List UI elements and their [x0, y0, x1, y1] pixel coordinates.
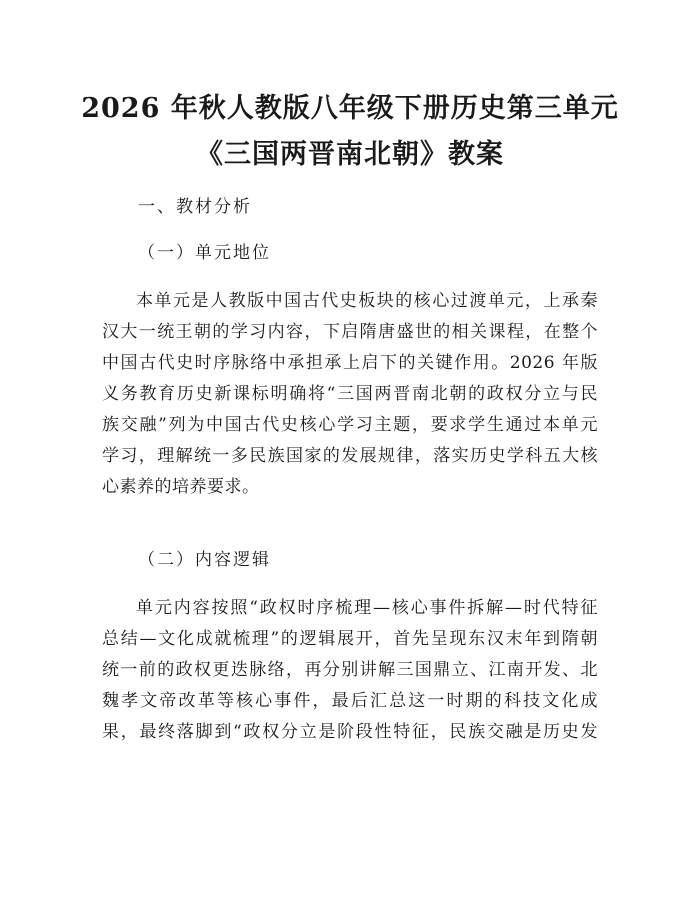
- paragraph-line: 果，最终落脚到“政权分立是阶段性特征，民族交融是历史发: [102, 722, 598, 742]
- paragraph-line: 总结—文化成就梳理”的逻辑展开，首先呈现东汉末年到隋朝: [102, 629, 598, 649]
- paragraph-line: 魏孝文帝改革等核心事件，最后汇总这一时期的科技文化成: [102, 691, 598, 711]
- paragraph-line: 义务教育历史新课标明确将“三国两晋南北朝的政权分立与民: [102, 384, 598, 404]
- paragraph-line: 心素养的培养要求。: [102, 477, 260, 497]
- paragraph-line: 单元内容按照“政权时序梳理—核心事件拆解—时代特征: [136, 598, 598, 618]
- paragraph-line: 族交融”列为中国古代史核心学习主题，要求学生通过本单元: [102, 415, 598, 435]
- paragraph-line: 学习，理解统一多民族国家的发展规律，落实历史学科五大核: [102, 446, 598, 466]
- paragraph-line: 汉大一统王朝的学习内容，下启隋唐盛世的相关课程，在整个: [102, 322, 598, 342]
- document-title-line-2: 《三国两晋南北朝》教案: [196, 139, 504, 170]
- paragraph-unit-status: [102, 286, 598, 503]
- section-heading-textbook-analysis: 一、教材分析: [138, 197, 252, 217]
- document-title-line-1: 2026 年秋人教版八年级下册历史第三单元: [81, 93, 619, 124]
- paragraph-line: 本单元是人教版中国古代史板块的核心过渡单元，上承秦: [136, 291, 598, 311]
- subsection-heading-unit-status: （一）单元地位: [138, 243, 271, 263]
- paragraph-content-logic: [102, 593, 598, 748]
- paragraph-line: 统一前的政权更迭脉络，再分别讲解三国鼎立、江南开发、北: [102, 660, 598, 680]
- paragraph-line: 中国古代史时序脉络中承担承上启下的关键作用。2026 年版: [102, 353, 598, 373]
- subsection-heading-content-logic: （二）内容逻辑: [138, 550, 271, 570]
